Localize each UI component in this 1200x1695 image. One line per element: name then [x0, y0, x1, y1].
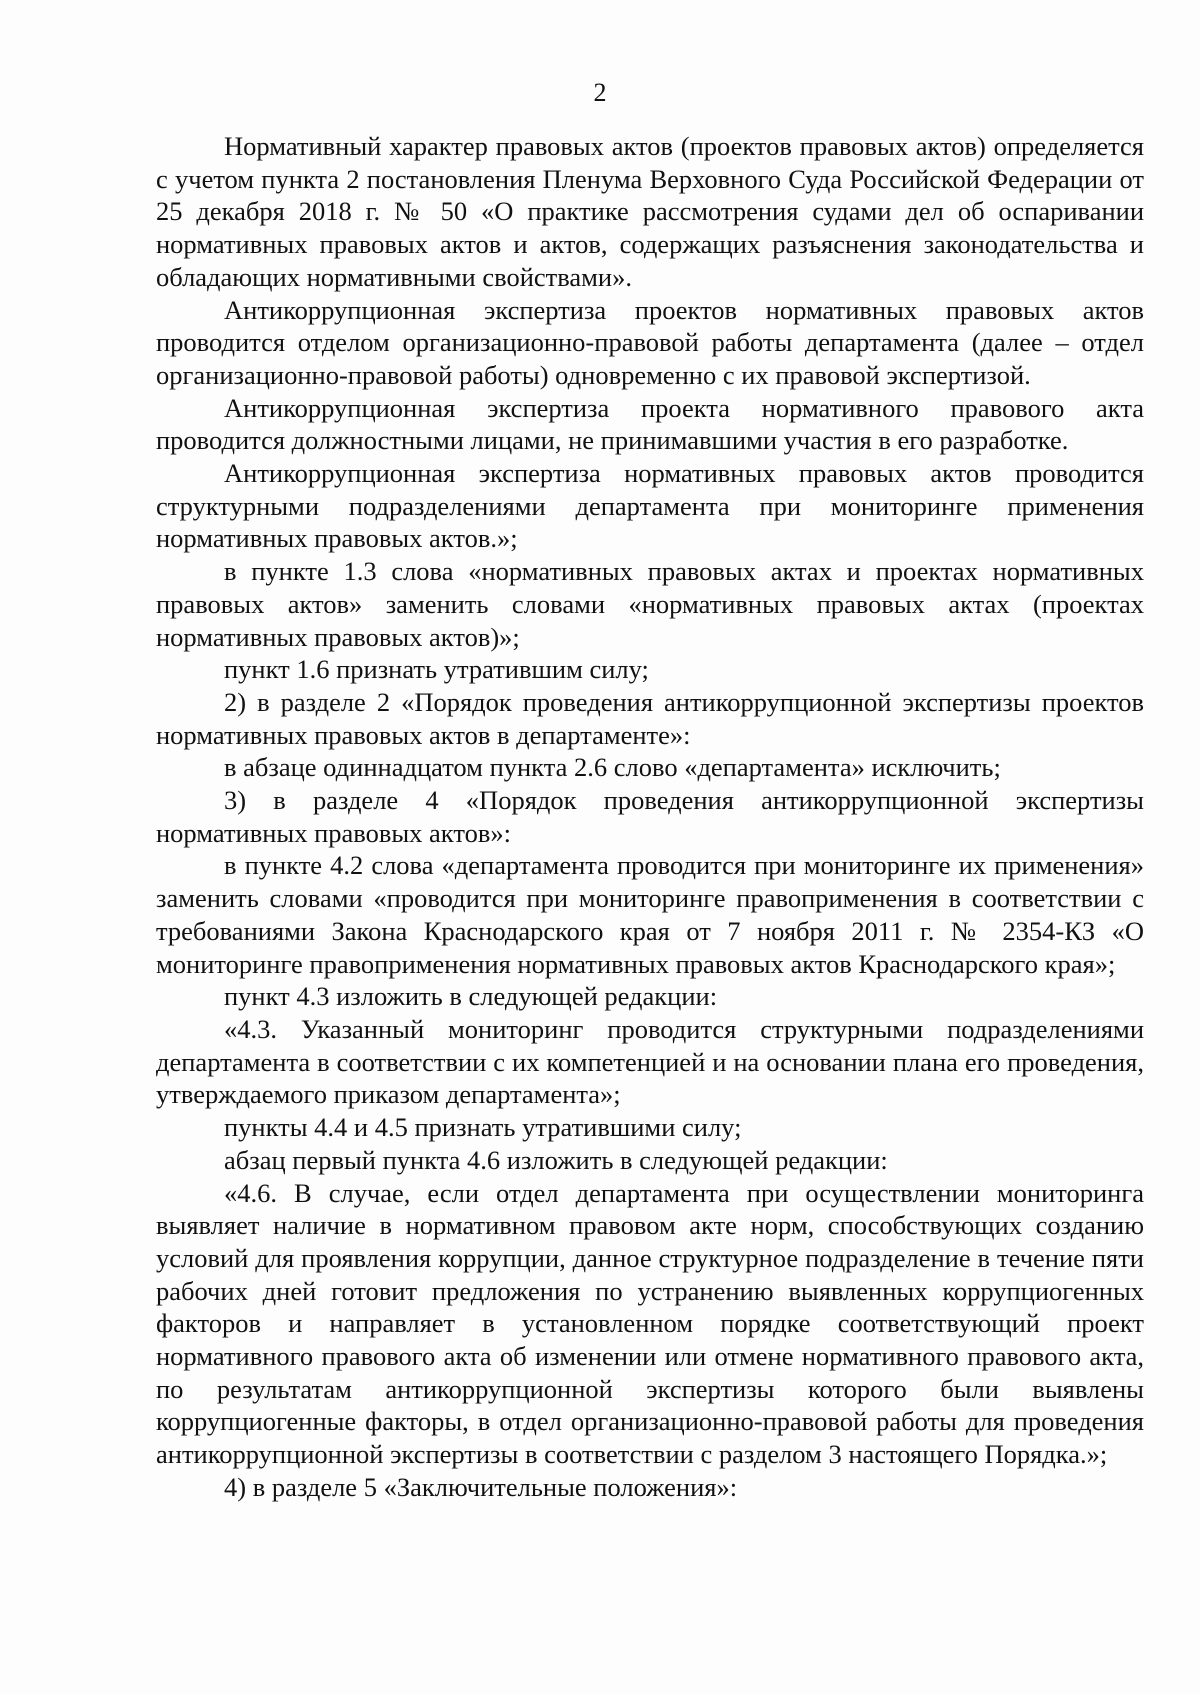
paragraph: Антикоррупционная экспертиза проектов нормативных правовых актов проводится отделом организационно-правовой работы департамента (далее – отдел организационно-правовой работы) одновременно с их правовой экспертизой. — [156, 294, 1144, 390]
paragraph: Антикоррупционная экспертиза нормативных правовых актов проводится структурными подразделениями департамента при мониторинге применения нормативных правовых актов.»; — [156, 458, 1144, 554]
paragraph: «4.3. Указанный мониторинг проводится структурными подразделениями департамента в соответствии с их компетенцией и на основании плана его проведения, утверждаемого приказом департамента»; — [156, 1013, 1144, 1110]
paragraph: в пункте 4.2 слова «департамента проводится при мониторинге их применения» заменить словами «проводится при мониторинге правоприменения в соответствии с требованиями Закона Краснодарского края от 7 ноября 2011 г. № 2354-КЗ «О мониторинге правоприменения нормативных правовых актов Краснодарского края»; — [156, 850, 1144, 979]
paragraph: 4) в разделе 5 «Заключительные положения»: — [224, 1471, 738, 1502]
paragraph: Антикоррупционная экспертиза проекта нормативного правового акта проводится должностными лицами, не принимавшими участия в его разработке. — [156, 392, 1144, 456]
paragraph: пункт 4.3 изложить в следующей редакции: — [224, 981, 718, 1012]
paragraph: пункты 4.4 и 4.5 признать утратившими силу; — [224, 1112, 742, 1143]
paragraph: в абзаце одиннадцатом пункта 2.6 слово «департамента» исключить; — [224, 752, 1001, 783]
page-number: 2 — [593, 78, 607, 107]
document-body — [156, 130, 1144, 1504]
paragraph: в пункте 1.3 слова «нормативных правовых актах и проектах нормативных правовых актов» заменить словами «нормативных правовых актах (проектах нормативных правовых актов)»; — [156, 556, 1144, 652]
paragraph: абзац первый пункта 4.6 изложить в следующей редакции: — [224, 1144, 888, 1175]
paragraph: пункт 1.6 признать утратившим силу; — [224, 654, 649, 685]
paragraph: Нормативный характер правовых актов (проектов правовых актов) определяется с учетом пункта 2 постановления Пленума Верховного Суда Российской Федерации от 25 декабря 2018 г. № 50 «О практике рассмотрения судами дел об оспаривании нормативных правовых актов и актов, содержащих разъяснения законодательства и обладающих нормативными свойствами». — [156, 131, 1144, 292]
paragraph: 2) в разделе 2 «Порядок проведения антикоррупционной экспертизы проектов нормативных правовых актов в департаменте»: — [156, 686, 1144, 750]
paragraph: «4.6. В случае, если отдел департамента при осуществлении мониторинга выявляет наличие в нормативном правовом акте норм, способствующих созданию условий для проявления коррупции, данное структурное подразделение в течение пяти рабочих дней готовит предложения по устранению выявленных коррупциогенных факторов и направляет в установленном порядке соответствующий проект нормативного правового акта об изменении или отмене нормативного правового акта, по результатам антикоррупционной экспертизы которого были выявлены коррупциогенные факторы, в отдел организационно-правовой работы для проведения антикоррупционной экспертизы в соответствии с разделом 3 настоящего Порядка.»; — [156, 1177, 1144, 1470]
paragraph: 3) в разделе 4 «Порядок проведения антикоррупционной экспертизы нормативных правовых актов»: — [156, 785, 1144, 848]
